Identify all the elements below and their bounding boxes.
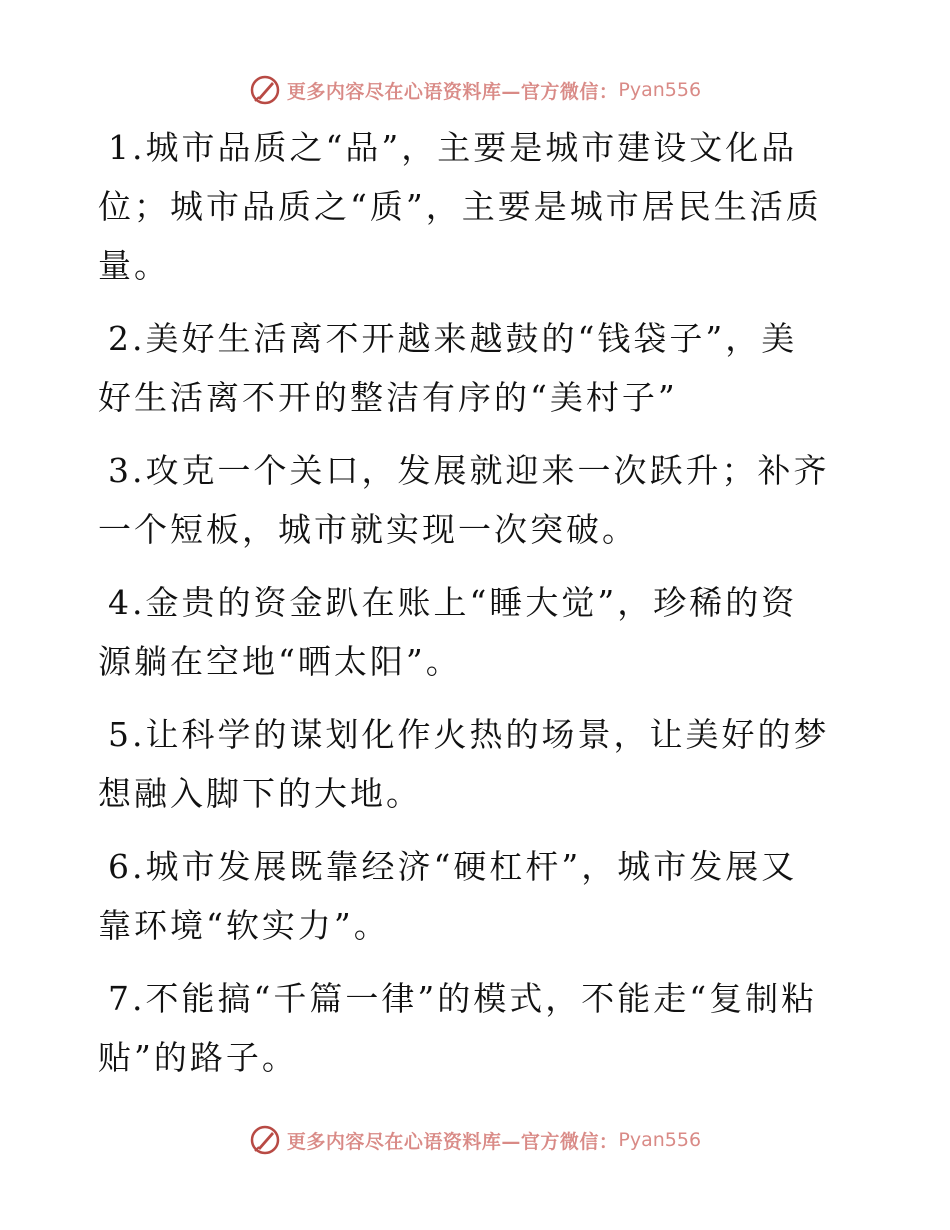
banner-text: 更多内容尽在心语资料库—官方微信： <box>286 1130 619 1153</box>
document-body <box>98 118 833 1101</box>
paragraph-6: 6.城市发展既靠经济“硬杠杆”，城市发展又靠环境“软实力”。 <box>98 847 798 945</box>
paragraph-7: 7.不能搞“千篇一律”的模式，不能走“复制粘贴”的路子。 <box>98 979 818 1077</box>
footer-banner <box>0 1120 950 1160</box>
paragraph-3: 3.攻克一个关口，发展就迎来一次跃升；补齐一个短板，城市就实现一次突破。 <box>98 451 830 549</box>
header-banner <box>0 70 950 110</box>
quill-pen-icon <box>249 1124 281 1156</box>
wechat-id: Pyan556 <box>618 79 702 101</box>
banner-text: 更多内容尽在心语资料库—官方微信： <box>286 80 619 103</box>
wechat-id: Pyan556 <box>618 1129 702 1151</box>
paragraph-2: 2.美好生活离不开越来越鼓的“钱袋子”，美好生活离不开的整洁有序的“美村子” <box>98 319 798 417</box>
paragraph-5: 5.让科学的谋划化作火热的场景，让美好的梦想融入脚下的大地。 <box>98 715 830 813</box>
paragraph-1: 1.城市品质之“品”，主要是城市建设文化品位；城市品质之“质”，主要是城市居民生活质量。 <box>98 128 822 285</box>
paragraph-4: 4.金贵的资金趴在账上“睡大觉”，珍稀的资源躺在空地“晒太阳”。 <box>98 583 798 681</box>
quill-pen-icon <box>249 74 281 106</box>
